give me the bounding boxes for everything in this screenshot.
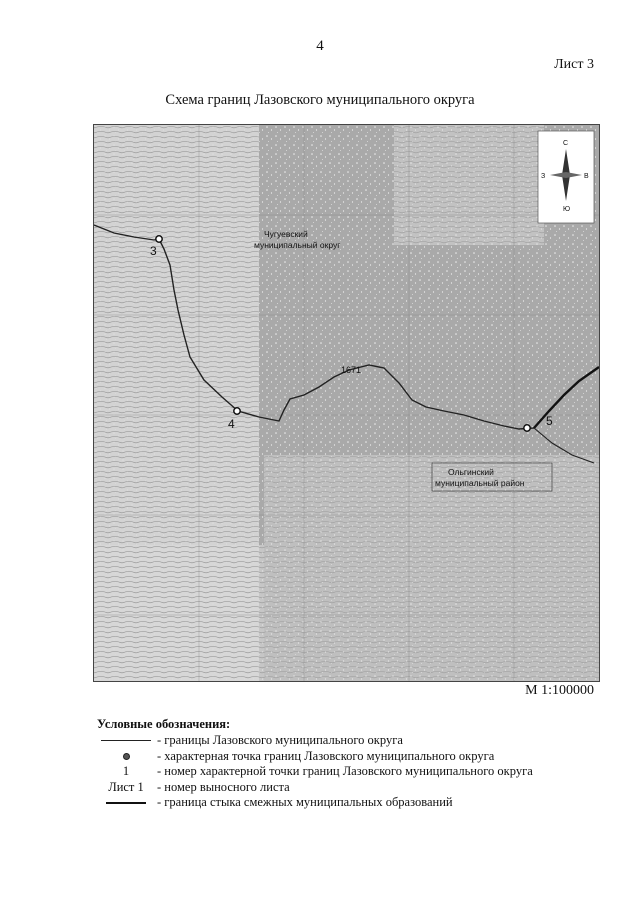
legend-title: Условные обозначения: — [97, 717, 231, 731]
chuguevsky-label-1: Чугуевский — [264, 229, 308, 239]
point-number-symbol: 1 — [122, 764, 130, 779]
junction-line-symbol — [106, 802, 146, 804]
legend-item-boundary — [97, 733, 617, 749]
point-label-5: 5 — [546, 414, 553, 428]
compass-south: Ю — [563, 206, 571, 213]
terrain-north — [394, 125, 544, 245]
legend-text-point-number: - номер характерной точки границ Лазовского муниципального округа — [157, 764, 533, 779]
legend-text-junction: - граница стыка смежных муниципальных образований — [157, 795, 453, 810]
legend-item-point — [97, 749, 617, 765]
boundary-line-symbol — [101, 740, 151, 741]
sheet-label: Лист 3 — [554, 57, 594, 72]
point-label-4: 4 — [228, 417, 235, 431]
compass-rose — [538, 131, 594, 223]
olginsky-label-2: муниципальный район — [435, 478, 525, 488]
compass-east: В — [584, 173, 589, 180]
point-symbol — [123, 753, 130, 760]
compass-west: З — [541, 173, 546, 180]
olginsky-label-1: Ольгинский — [448, 467, 494, 477]
legend-item-sheet — [97, 780, 617, 796]
page-title: Схема границ Лазовского муниципального округа — [165, 92, 475, 108]
boundary-map — [93, 124, 600, 682]
legend-text-boundary: - границы Лазовского муниципального округа — [157, 733, 403, 748]
map-scale: М 1:100000 — [525, 683, 594, 698]
legend-text-point: - характерная точка границ Лазовского муниципального округа — [157, 748, 495, 763]
legend — [97, 717, 617, 811]
sheet-symbol: Лист 1 — [108, 779, 144, 794]
terrain-south — [264, 455, 599, 681]
legend-item-point-number — [97, 764, 617, 780]
legend-item-junction — [97, 795, 617, 811]
boundary-point-5 — [524, 425, 530, 431]
boundary-point-4 — [234, 408, 240, 414]
chuguevsky-label-2: муниципальный округ — [254, 240, 341, 250]
point-label-3: 3 — [150, 244, 157, 258]
height-label: 1671 — [341, 365, 362, 375]
page-number: 4 — [316, 38, 324, 54]
boundary-point-3 — [156, 236, 162, 242]
terrain-southwest — [94, 545, 264, 681]
compass-north: С — [563, 140, 569, 147]
map-canvas — [94, 125, 599, 681]
legend-text-sheet: - номер выносного листа — [157, 779, 290, 794]
